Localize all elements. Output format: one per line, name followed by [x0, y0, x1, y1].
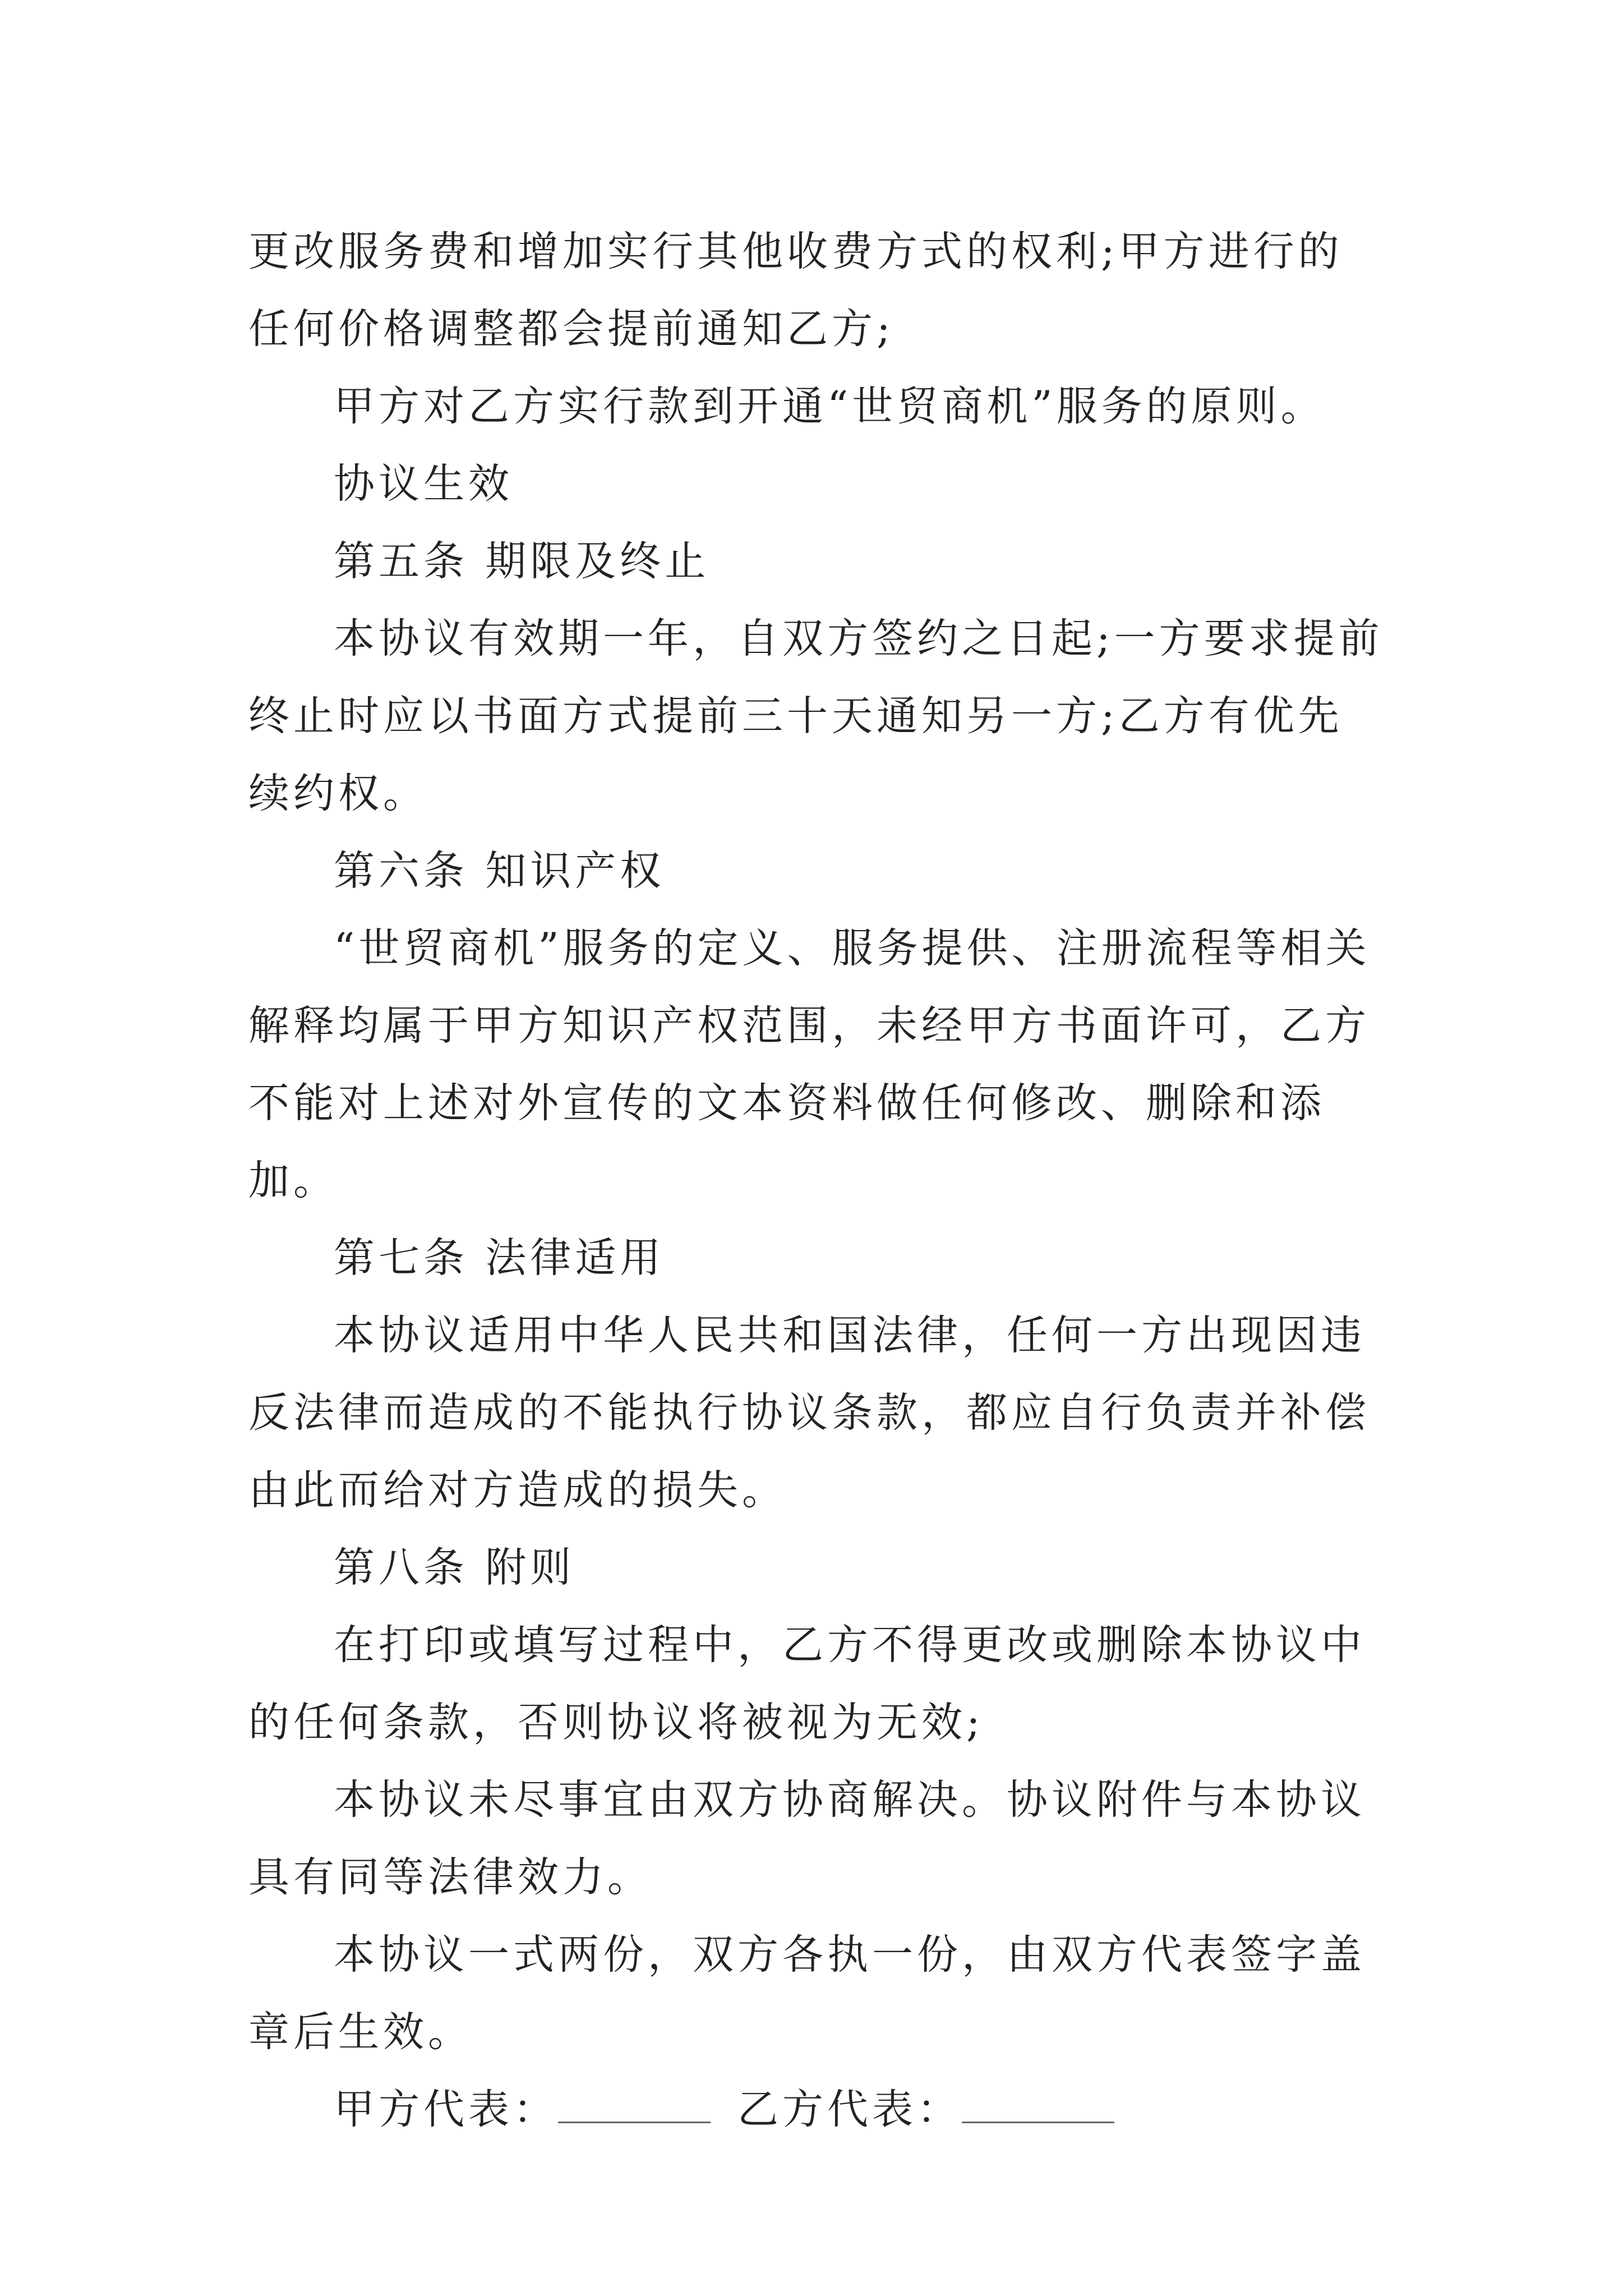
article-8-clause-2: 本协议未尽事宜由双方协商解决。协议附件与本协议具有同等法律效力。 [248, 1776, 1366, 1901]
party-b-representative-label: 乙方代表： [737, 2086, 962, 2133]
signature-line [248, 2071, 1387, 2148]
section-heading-effectiveness: 协议生效 [334, 460, 513, 508]
document-body [248, 213, 1387, 2148]
article-5-heading: 第五条 期限及终止 [334, 537, 710, 585]
article-8-clause-3: 本协议一式两份，双方各执一份，由双方代表签字盖章后生效。 [248, 1931, 1366, 2056]
party-b-signature-blank [962, 2088, 1114, 2123]
article-7-heading: 第七条 法律适用 [334, 1234, 665, 1282]
article-7-text: 本协议适用中华人民共和国法律，任何一方出现因违反法律而造成的不能执行协议条款，都应自行负责并补偿由此而给对方造成的损失。 [248, 1312, 1370, 1514]
article-6-heading: 第六条 知识产权 [334, 847, 665, 895]
party-a-signature-blank [558, 2088, 711, 2123]
paragraph-payment-principle: 甲方对乙方实行款到开通“世贸商机”服务的原则。 [334, 383, 1326, 430]
article-8-clause-1: 在打印或填写过程中，乙方不得更改或删除本协议中的任何条款，否则协议将被视为无效; [248, 1621, 1366, 1746]
paragraph-fee-adjustment: 更改服务费和增加实行其他收费方式的权利;甲方进行的任何价格调整都会提前通知乙方; [248, 228, 1343, 353]
article-8-heading: 第八条 附则 [334, 1544, 575, 1591]
article-6-text: “世贸商机”服务的定义、服务提供、注册流程等相关解释均属于甲方知识产权范围，未经甲方书面许可，乙方不能对上述对外宣传的文本资料做任何修改、删除和添加。 [248, 924, 1371, 1204]
party-a-representative-label: 甲方代表： [334, 2086, 558, 2133]
article-5-text: 本协议有效期一年，自双方签约之日起;一方要求提前终止时应以书面方式提前三十天通知另一方;乙方有优先续约权。 [248, 615, 1384, 817]
